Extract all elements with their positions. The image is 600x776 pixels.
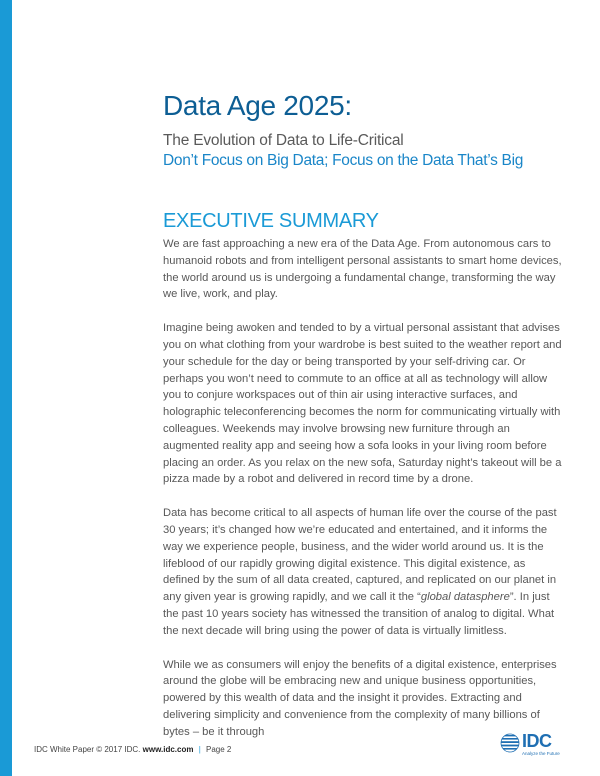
paragraph-2: Imagine being awoken and tended to by a virtual personal assistant that advises you on what clothing from your wardrobe is best suited to the weather report and your schedule for the day or being transported by your self-driving car. Or perhaps you won’t need to commute to an office at all as technology will allow you to conjure workspaces out of thin air using interactive surfaces, and holographic teleconferencing becomes the norm for communicating virtually with colleagues. Weekends may involve browsing new furniture through an augmented reality app and seeing how a sofa looks in your living room before placing an order. As you relax on the new sofa, Saturday night’s takeout will be a pizza made by a robot and delivered in record time by a drone. [163,322,562,486]
footer-separator: | [198,745,201,754]
footer-copyright: IDC White Paper © 2017 IDC. [34,745,141,754]
subtitle-line-1: The Evolution of Data to Life-Critical [163,132,404,149]
footer-page-number: Page 2 [206,745,232,754]
page-title: Data Age 2025: [163,90,352,121]
paragraph-3 [163,505,563,639]
paragraph-3-emphasis: global datasphere [420,591,510,604]
paragraph-4: While we as consumers will enjoy the benefits of a digital existence, enterprises around the globe will be embracing new and unique business opportunities, powered by this wealth of data and the insight it provides. Extracting and delivering simplicity and convenience from the complexity of many billions of bytes – be it through [163,658,557,738]
paragraph-3-tail: ”. In just the past 10 years society has witnessed the transition of analog to digital. What the next decade will bring using the power of data is virtually limitless. [163,591,555,637]
footer-url[interactable]: www.idc.com [142,745,194,754]
paragraph-3-text: Data has become critical to all aspects of human life over the course of the past 30 years; it’s changed how we’re educated and entertained, and it informs the way we experience people, business, and the wider world around us. It is the lifeblood of our rapidly growing digital existence. This digital existence, as defined by the sum of all data created, captured, and replicated on our planet in any given year is growing rapidly, and we call it the “ [163,507,557,604]
globe-icon [500,733,520,753]
logo-tagline: Analyze the Future [522,751,560,756]
section-heading: EXECUTIVE SUMMARY [163,210,379,232]
subtitle-line-2: Don’t Focus on Big Data; Focus on the Data That’s Big [163,152,524,169]
idc-logo [500,731,558,761]
page-footer [34,745,231,754]
logo-text: IDC [522,731,552,751]
left-accent-bar [0,0,12,776]
paragraph-1: We are fast approaching a new era of the Data Age. From autonomous cars to humanoid robots and from intelligent personal assistants to smart home devices, the world around us is undergoing a fundamental change, transforming the way we live, work, and play. [163,238,562,301]
body-text [163,236,563,758]
title-block [163,88,563,171]
